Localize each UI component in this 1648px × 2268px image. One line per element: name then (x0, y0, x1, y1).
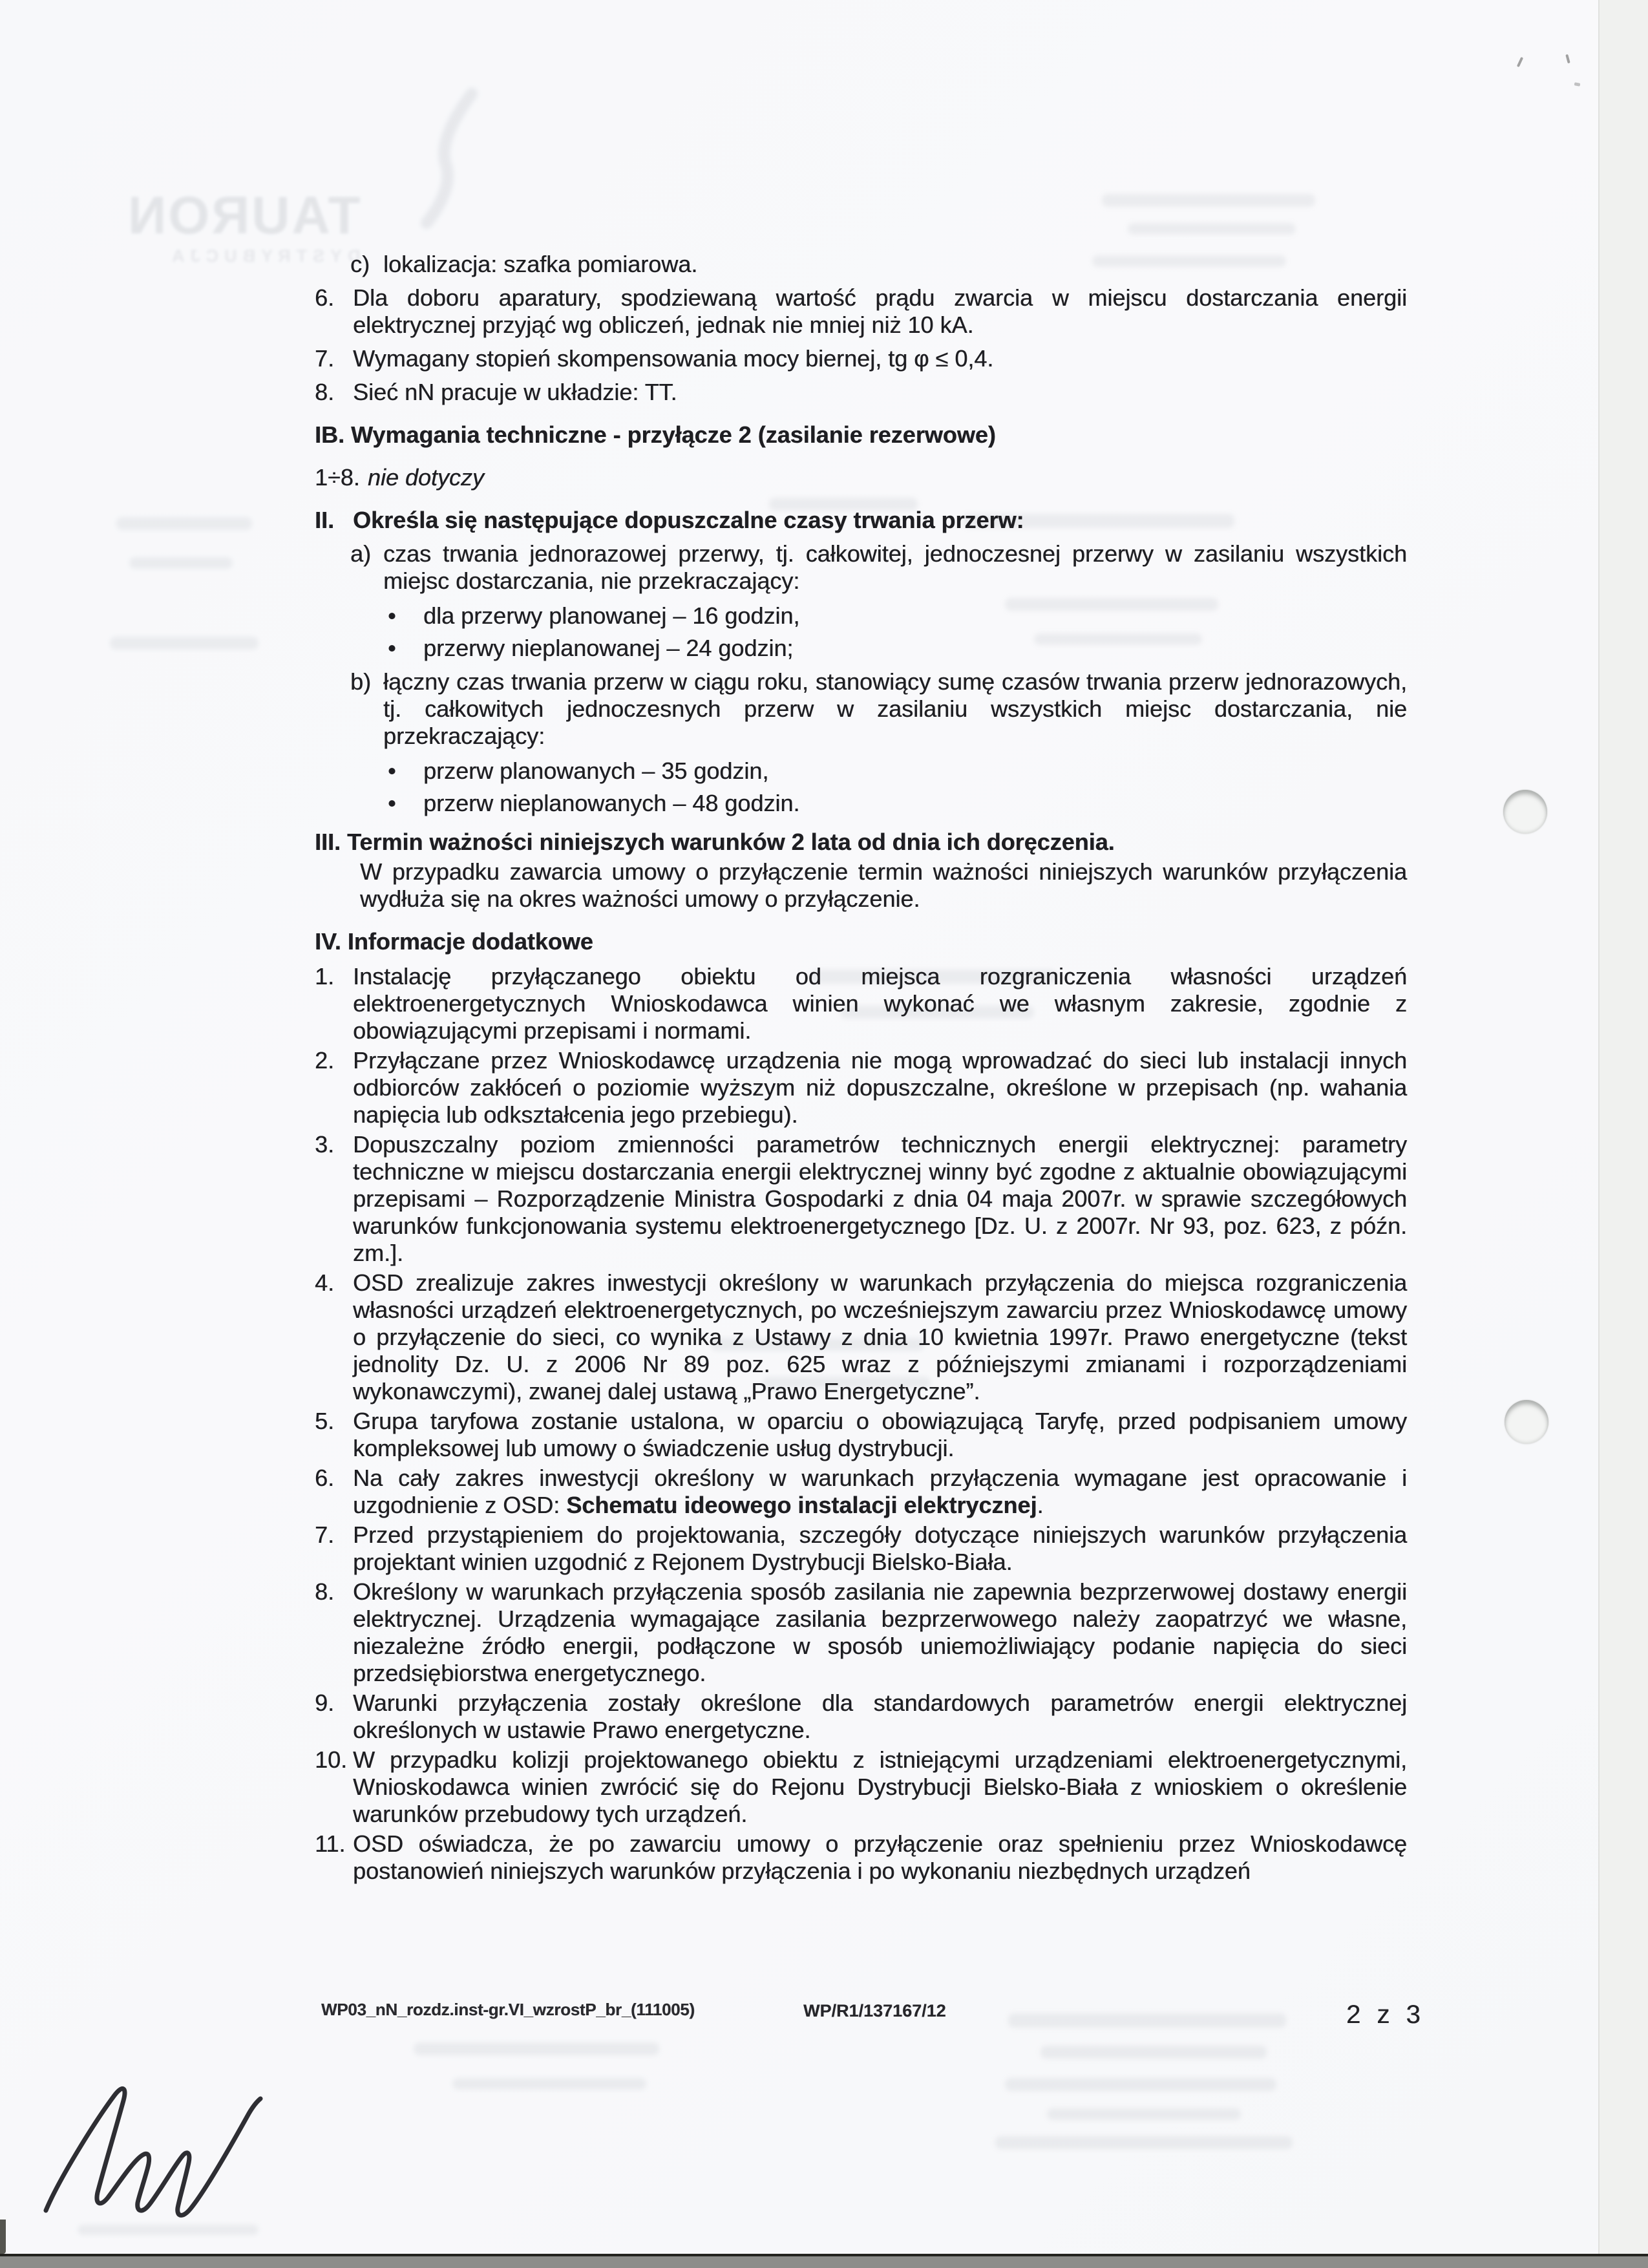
bullet-icon: • (388, 758, 396, 784)
list-text: W przypadku kolizji projektowanego obiektu z istniejącymi urządzeniami elektroenergetycznymi, Wnioskodawca winien zwrócić się do Rejonu Dystrybucji Bielsko-Biała z wnioskiem o określenie warunków przebudowy tych urządzeń. (353, 1746, 1407, 1827)
bleedthrough-smudge (1041, 2046, 1267, 2059)
bullet-text: przerw planowanych – 35 godzin, (423, 758, 769, 784)
bullet-item (388, 635, 1407, 662)
paper-corner-shadow (0, 2220, 6, 2254)
list-text: Warunki przyłączenia zostały określone dla standardowych parametrów energii elektrycznej określonych w ustawie Prawo energetyczne. (353, 1690, 1407, 1743)
section-heading-ib (315, 421, 1407, 449)
list-text: Przyłączane przez Wnioskodawcę urządzenia nie mogą wprowadzać do sieci lub instalacji innych odbiorców zakłóceń o poziomie wyższym niż dopuszczalne, określone w przepisach (np. wahania napięcia lub odkształcenia jego przebiegu). (353, 1047, 1407, 1128)
list-marker: 8. (315, 1578, 335, 1605)
list-text-plain: Na cały zakres inwestycji określony w warunkach przyłączenia wymagane jest opracowanie i uzgodnienie z OSD: (353, 1465, 1407, 1518)
list-marker: b) (350, 668, 372, 695)
bullet-text: dla przerwy planowanej – 16 godzin, (423, 602, 800, 629)
bleedthrough-smudge (995, 2136, 1293, 2149)
list-text (353, 1465, 1407, 1519)
list-text: Instalację przyłączanego obiektu od miejsca rozgraniczenia własności urządzeń elektroenergetycznych Wnioskodawca winien wykonać we własnym zakresie, zgodnie z obowiązującymi przepisami i normami. (353, 963, 1407, 1044)
section-heading-text: Określa się następujące dopuszczalne czasy trwania przerw: (353, 507, 1024, 533)
list-marker: 8. (315, 379, 335, 405)
list-text: Sieć nN pracuje w układzie: TT. (353, 379, 677, 405)
section-ib-note (315, 464, 1407, 491)
bleedthrough-smudge (414, 2042, 659, 2055)
footer-reference-number: WP/R1/137167/12 (803, 2001, 946, 2020)
scan-speck (1517, 57, 1523, 67)
scanner-background-right (1598, 0, 1648, 2254)
list-item-iv-8 (315, 1578, 1407, 1687)
bullet-list (388, 602, 1407, 662)
section-heading-text: Wymagania techniczne - przyłącze 2 (zasilanie rezerwowe) (351, 421, 996, 448)
list-item-iv-9 (315, 1690, 1407, 1744)
list-text: Przed przystąpieniem do projektowania, szczegóły dotyczące niniejszych warunków przyłączenia projektant winien uzgodnić z Rejonem Dystrybucji Bielsko-Biała. (353, 1521, 1407, 1575)
list-item-a (350, 540, 1407, 595)
list-marker: 1. (315, 963, 335, 990)
list-marker: 6. (315, 284, 335, 311)
list-marker: 7. (315, 345, 335, 372)
list-item-iv-1 (315, 963, 1407, 1044)
list-text: Dla doboru aparatury, spodziewaną wartość prądu zwarcia w miejscu dostarczania energii elektrycznej przyjąć wg obliczeń, jednak nie mniej niż 10 kA. (353, 284, 1407, 338)
bullet-icon: • (388, 790, 396, 816)
list-marker: 11. (315, 1830, 346, 1857)
bleedthrough-smudge (129, 557, 233, 569)
bleedthrough-smudge (1102, 194, 1315, 207)
bullet-text: przerw nieplanowanych – 48 godzin. (423, 790, 800, 816)
list-text: OSD zrealizuje zakres inwestycji określony w warunkach przyłączenia do miejsca rozgraniczenia własności urządzeń elektroenergetycznych, po wcześniejszym zawarciu przez Wnioskodawcę umowy o przyłączenie do sieci, co wynika z Ustawy z dnia 10 kwietnia 1997r. Prawo energetyczne (tekst jednolity Dz. U. z 2006 Nr 89 poz. 625 wraz z późniejszymi zmianami i rozporządzeniami wykonawczymi), zwanej dalej ustawą „Prawo Energetyczne”. (353, 1269, 1407, 1404)
bleedthrough-logo-symbol (401, 87, 504, 229)
list-text: Grupa taryfowa zostanie ustalona, w oparciu o obowiązującą Taryfę, przed podpisaniem umowy kompleksowej lub umowy o świadczenie usług dystrybucji. (353, 1408, 1407, 1461)
list-text: Określony w warunkach przyłączenia sposób zasilania nie zapewnia bezprzerwowej dostawy energii elektrycznej. Urządzenia wymagające zasilania bezprzerwowego należy zaopatrzyć we własne, niezależne źródło energii, podłączone w sposób uniemożliwiający podanie napięcia do sieci przedsiębiorstwa energetycznego. (353, 1578, 1407, 1686)
bullet-list (388, 758, 1407, 817)
list-marker: 7. (315, 1521, 335, 1548)
bleedthrough-smudge (452, 2078, 646, 2090)
bleedthrough-smudge (110, 637, 259, 650)
bleedthrough-smudge (1047, 2108, 1241, 2120)
list-marker: 2. (315, 1047, 335, 1074)
list-item-7 (315, 345, 1407, 372)
section-marker: IV. (315, 928, 341, 955)
list-text: czas trwania jednorazowej przerwy, tj. całkowitej, jednoczesnej przerwy w zasilaniu wszystkich miejsc dostarczania, nie przekraczający: (383, 540, 1407, 594)
section-marker: II. (315, 507, 335, 533)
list-item-iv-6 (315, 1465, 1407, 1519)
bullet-icon: • (388, 602, 396, 629)
bleedthrough-logo-word: TAURON (126, 186, 361, 245)
bullet-item (388, 790, 1407, 817)
list-text-bold: Schematu ideowego instalacji elektrycznej (566, 1492, 1037, 1518)
section-marker: IB. (315, 421, 345, 448)
list-marker: 6. (315, 1465, 335, 1491)
list-item-c (350, 251, 1407, 278)
list-marker: 10. (315, 1746, 348, 1773)
scanner-background-bottom (0, 2254, 1648, 2268)
list-item-iv-3 (315, 1131, 1407, 1267)
document-body (315, 251, 1407, 1885)
bleedthrough-logo-subword: DYSTRYBUCJA (166, 246, 361, 266)
bleedthrough-smudge (1128, 223, 1296, 235)
list-item-iv-7 (315, 1521, 1407, 1576)
list-text: Dopuszczalny poziom zmienności parametrów technicznych energii elektrycznej: parametry techniczne w miejscu dostarczania energii elektrycznej winny być zgodne z aktualnie obowiązującymi przepisami – Rozporządzenie Ministra Gospodarki z dnia 04 maja 2007r. w sprawie szczegółowych warunków funkcjonowania systemu elektroenergetycznego [Dz. U. z 2007r. Nr 93, poz. 623, z późn. zm.]. (353, 1131, 1407, 1266)
bullet-text: przerwy nieplanowanej – 24 godzin; (423, 635, 794, 661)
footer-page-indicator: 2 z 3 (1346, 2000, 1425, 2029)
bleedthrough-smudge (116, 517, 252, 530)
list-text: Wymagany stopień skompensowania mocy biernej, tg φ ≤ 0,4. (353, 345, 994, 372)
hole-punch-bottom (1505, 1400, 1548, 1444)
section-iii-body: W przypadku zawarcia umowy o przyłączenie termin ważności niniejszych warunków przyłączenia wydłuża się na okres ważności umowy o przyłączenie. (360, 858, 1407, 912)
handwritten-signature (36, 2076, 307, 2225)
list-item-iv-2 (315, 1047, 1407, 1129)
section-heading-iv (315, 928, 1407, 955)
list-item-8 (315, 379, 1407, 406)
list-item-iv-10 (315, 1746, 1407, 1828)
list-marker: 9. (315, 1690, 335, 1716)
list-marker: 4. (315, 1269, 335, 1296)
footer-form-code: WP03_nN_rozdz.inst-gr.VI_wzrostP_br_(111005) (321, 2000, 695, 2019)
scan-speck (1565, 54, 1570, 64)
section-heading-ii (315, 507, 1407, 534)
scan-speck (1574, 82, 1581, 86)
list-text: OSD oświadcza, że po zawarciu umowy o przyłączenie oraz spełnieniu przez Wnioskodawcę postanowień niniejszych warunków przyłączenia i po wykonaniu niezbędnych urządzeń (353, 1830, 1407, 1884)
bleedthrough-smudge (1005, 2078, 1276, 2091)
section-heading-text: Informacje dodatkowe (347, 928, 593, 955)
section-heading-iii (315, 829, 1407, 856)
list-item-iv-5 (315, 1408, 1407, 1462)
list-item-b (350, 668, 1407, 750)
list-marker: c) (350, 251, 370, 277)
hole-punch-top (1503, 790, 1547, 834)
list-item-6 (315, 284, 1407, 339)
bleedthrough-smudge (1008, 2013, 1286, 2028)
bullet-item (388, 758, 1407, 785)
section-marker: III. (315, 829, 341, 855)
note-marker: 1÷8. (315, 464, 360, 491)
bullet-icon: • (388, 635, 396, 661)
list-item-iv-11 (315, 1830, 1407, 1885)
section-heading-text: Termin ważności niniejszych warunków 2 lata od dnia ich doręczenia. (347, 829, 1115, 855)
bullet-item (388, 602, 1407, 630)
bleedthrough-smudge (78, 2225, 259, 2235)
list-text: łączny czas trwania przerw w ciągu roku, stanowiący sumę czasów trwania przerw jednorazowych, tj. całkowitych jednoczesnych przerw w zasilaniu wszystkich miejsc dostarczania, nie przekraczający: (383, 668, 1407, 749)
list-marker: 5. (315, 1408, 335, 1434)
list-marker: a) (350, 540, 372, 567)
note-text: nie dotyczy (367, 464, 484, 491)
list-text-plain: . (1037, 1492, 1044, 1518)
list-text: lokalizacja: szafka pomiarowa. (383, 251, 698, 277)
list-item-iv-4 (315, 1269, 1407, 1405)
list-marker: 3. (315, 1131, 335, 1158)
